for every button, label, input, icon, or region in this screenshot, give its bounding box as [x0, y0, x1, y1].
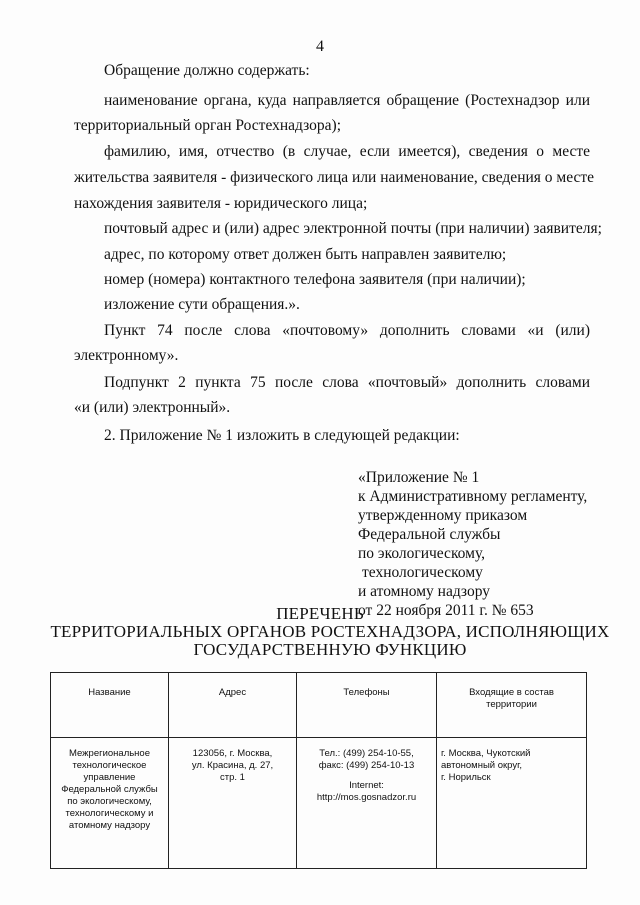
paragraph-appendix-instruction: 2. Приложение № 1 изложить в следующей редакции:: [104, 427, 460, 444]
internet-url: http://mos.gosnadzor.ru: [316, 792, 417, 803]
cell-name: Межрегиональное технологическое управление Федеральной службы по экологическому, технологическому и атомному надзору: [51, 738, 169, 869]
paragraph-point75-line-2: «и (или) электронный».: [74, 399, 231, 416]
list-subheading-2: ГОСУДАРСТВЕННУЮ ФУНКЦИЮ: [193, 640, 467, 659]
paragraph-organ-line-2: территориальный орган Ростехнадзора);: [74, 117, 341, 134]
paragraph-fio-line-2: жительства заявителя - физического лица или наименование, сведения о месте: [74, 169, 595, 186]
paragraph-fio-line-1: фамилию, имя, отчество (в случае, если имеется), сведения о месте: [104, 143, 590, 160]
cell-phones: Тел.: (499) 254-10-55, факс: (499) 254-10-13 Internet: http://mos.gosnadzor.ru: [297, 738, 437, 869]
appendix-line: Федеральной службы: [358, 526, 501, 543]
header-name: Название: [51, 673, 169, 738]
paragraph-phone: номер (номера) контактного телефона заявителя (при наличии);: [104, 271, 526, 288]
appendix-line: к Административному регламенту,: [358, 488, 588, 505]
table-header-row: [51, 673, 587, 738]
cell-address: 123056, г. Москва, ул. Красина, д. 27, стр. 1: [169, 738, 297, 869]
table-row: [51, 738, 587, 869]
paragraph-essence: изложение сути обращения.».: [104, 296, 300, 313]
appendix-line: технологическому: [362, 564, 483, 581]
paragraph-answer-address: адрес, по которому ответ должен быть направлен заявителю;: [104, 246, 507, 263]
appendix-block: [358, 468, 587, 620]
paragraph-point75-line-1: Подпункт 2 пункта 75 после слова «почтовый» дополнить словами: [104, 374, 590, 391]
appendix-line: и атомному надзору: [358, 583, 490, 600]
appendix-line: утвержденному приказом: [358, 507, 528, 524]
appendix-line: от 22 ноября 2011 г. № 653: [358, 602, 534, 619]
paragraph-postal: почтовый адрес и (или) адрес электронной почты (при наличии) заявителя;: [104, 220, 602, 237]
page-number: 4: [316, 38, 324, 55]
paragraph-point74-line-1: Пункт 74 после слова «почтовому» дополнить словами «и (или): [104, 322, 590, 339]
internet-label: Internet:: [349, 780, 384, 791]
appendix-line: по экологическому,: [358, 545, 486, 562]
territorial-organs-table: [50, 672, 587, 869]
appendix-line: «Приложение № 1: [358, 469, 480, 486]
header-territory: Входящие в состав территории: [437, 673, 587, 738]
header-address: Адрес: [169, 673, 297, 738]
paragraph-organ-line-1: наименование органа, куда направляется обращение (Ростехнадзор или: [104, 92, 590, 109]
cell-territory: г. Москва, Чукотский автономный округ, г. Норильск: [437, 738, 587, 869]
list-heading: ПЕРЕЧЕНЬ: [276, 604, 364, 623]
header-phones: Телефоны: [297, 673, 437, 738]
list-subheading: ТЕРРИТОРИАЛЬНЫХ ОРГАНОВ РОСТЕХНАДЗОРА, ИСПОЛНЯЮЩИХ: [50, 622, 610, 641]
paragraph-fio-line-3: нахождения заявителя - юридического лица;: [74, 195, 368, 212]
paragraph-point74-line-2: электронному».: [74, 347, 179, 364]
paragraph-intro: Обращение должно содержать:: [104, 62, 310, 79]
